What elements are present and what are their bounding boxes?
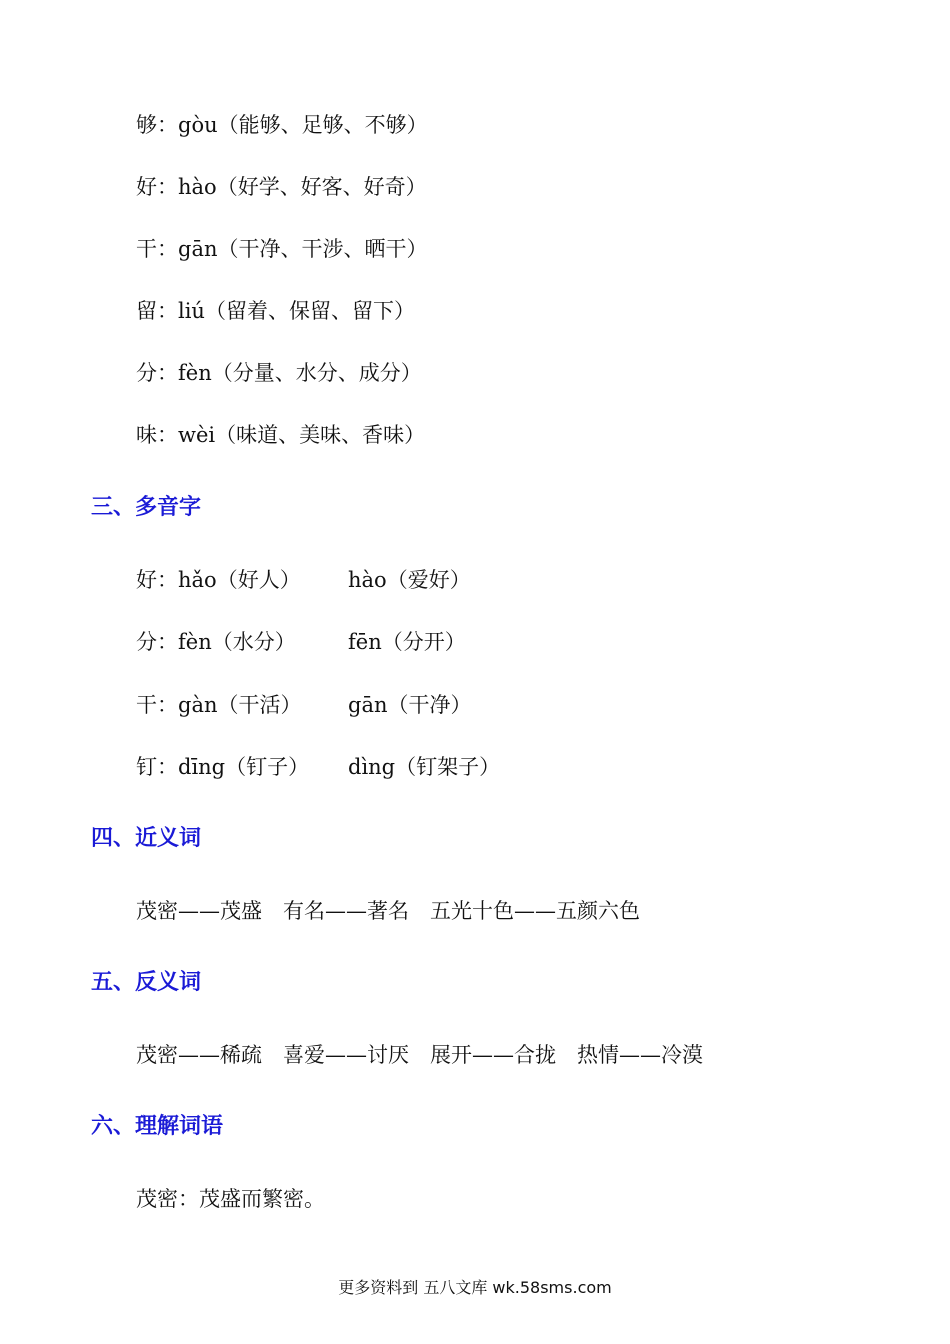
- polyphone-entry: 分：fèn（分量、水分、成分）: [136, 361, 422, 385]
- polyphone-row-b: gān（干净）: [348, 693, 472, 717]
- section-heading-word-meaning: 六、理解词语: [91, 1114, 224, 1139]
- antonyms-content: 茂密——稀疏 喜爱——讨厌 展开——合拢 热情——冷漠: [136, 1043, 703, 1067]
- section-heading-antonyms: 五、反义词: [91, 970, 202, 995]
- word-meaning-content: 茂密：茂盛而繁密。: [136, 1187, 325, 1211]
- polyphone-row-b: hào（爱好）: [348, 568, 471, 592]
- polyphone-entry: 味：wèi（味道、美味、香味）: [136, 423, 426, 447]
- polyphone-entry: 够：gòu（能够、足够、不够）: [136, 113, 428, 137]
- polyphone-entry: 干：gān（干净、干涉、晒干）: [136, 237, 428, 261]
- polyphone-row-b: dìng（钉架子）: [348, 755, 501, 779]
- polyphone-row-a: 好：hǎo（好人）: [136, 568, 301, 592]
- section-heading-polyphones: 三、多音字: [91, 495, 202, 520]
- synonyms-content: 茂密——茂盛 有名——著名 五光十色——五颜六色: [136, 899, 640, 923]
- polyphone-row-b: fēn（分开）: [348, 630, 466, 654]
- polyphone-entry: 留：liú（留着、保留、留下）: [136, 299, 415, 323]
- polyphone-row-a: 钉：dīng（钉子）: [136, 755, 310, 779]
- polyphone-row-a: 分：fèn（水分）: [136, 630, 296, 654]
- polyphone-row-a: 干：gàn（干活）: [136, 693, 302, 717]
- polyphone-entry: 好：hào（好学、好客、好奇）: [136, 175, 427, 199]
- footer-link[interactable]: 更多资料到 五八文库 wk.58sms.com: [338, 1278, 612, 1297]
- section-heading-synonyms: 四、近义词: [91, 826, 202, 851]
